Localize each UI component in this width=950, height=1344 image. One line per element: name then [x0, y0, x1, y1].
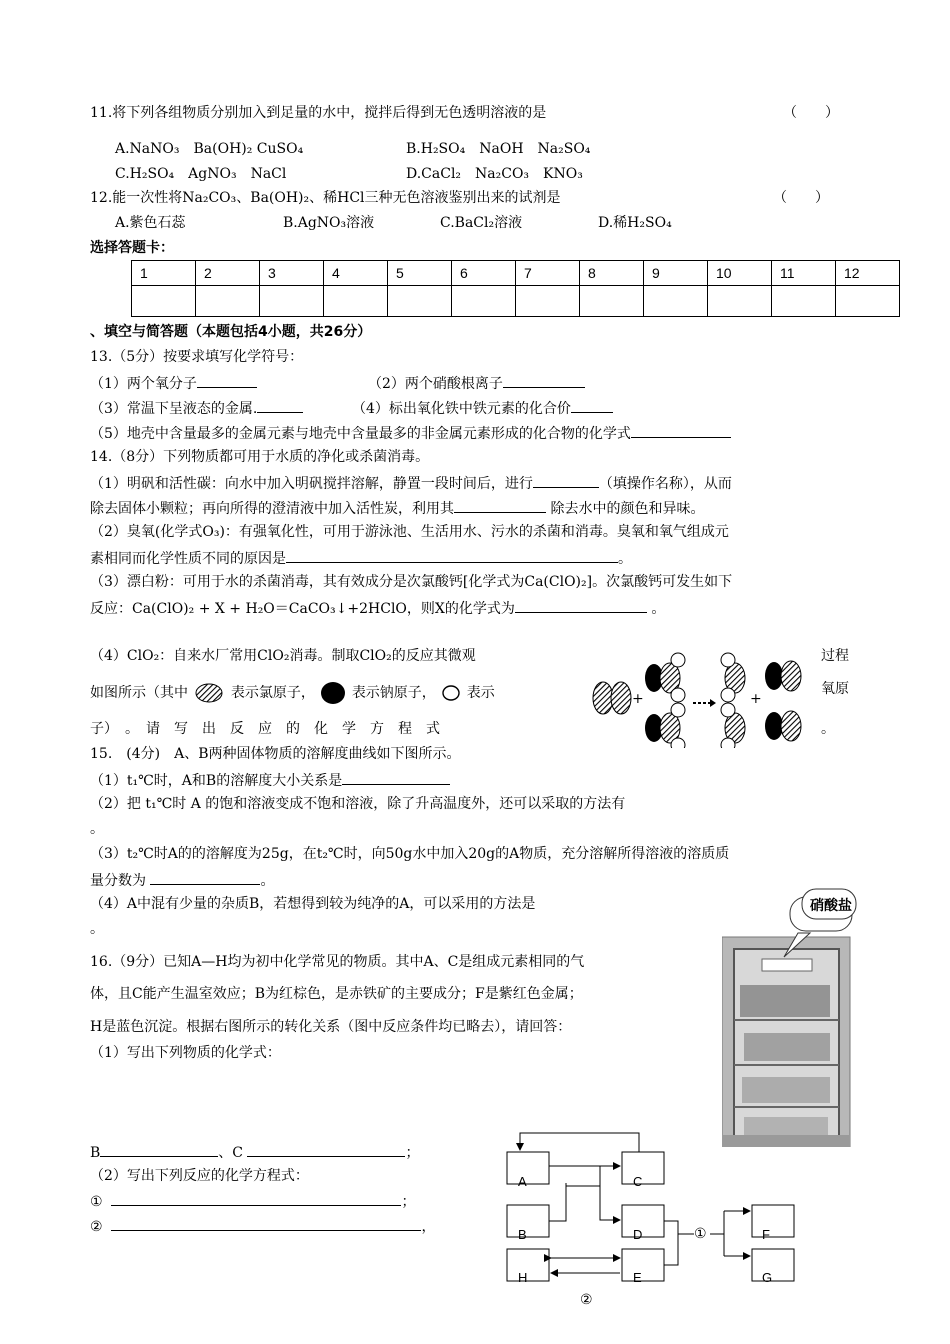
- answer-card-number: 3: [260, 261, 324, 286]
- answer-cell[interactable]: [516, 286, 580, 317]
- section2-title: 、填空与简答题（本题包括4小题，共26分）: [90, 324, 372, 340]
- answer-cell[interactable]: [580, 286, 644, 317]
- flow-reaction-mark-1: ①: [694, 1225, 707, 1241]
- q13-part2: [368, 373, 585, 393]
- flow-node-e: E: [633, 1270, 642, 1285]
- answer-card-number: 5: [388, 261, 452, 286]
- q14-line2-tail: 除去水中的颜色和异味。: [550, 501, 705, 517]
- answer-card-number: 8: [580, 261, 644, 286]
- flow-node-a: A: [518, 1174, 527, 1189]
- answer-cell[interactable]: [644, 286, 708, 317]
- q13-blank3[interactable]: [257, 398, 303, 413]
- q16-line3: H是蓝色沉淀。根据右图所示的转化关系（图中反应条件均已略去），请回答：: [90, 1019, 572, 1035]
- q16-line1: 16.（9分）已知A—H均为初中化学常见的物质。其中A、C是组成元素相同的气: [90, 954, 585, 970]
- nitrate-cabinet-photo: [722, 885, 857, 1147]
- answer-cell[interactable]: [836, 286, 900, 317]
- answer-cell[interactable]: [260, 286, 324, 317]
- flow-node-f: F: [762, 1227, 770, 1242]
- q16-blank-c[interactable]: [247, 1142, 405, 1157]
- q13-blank4[interactable]: [571, 398, 613, 413]
- flow-reaction-mark-2: ②: [580, 1291, 593, 1307]
- cabinet-label: 硝酸盐: [810, 898, 852, 914]
- q12-option-d: D.稀H₂SO₄: [598, 215, 672, 231]
- q15-part2: （2）把 t₁℃时 A 的饱和溶液变成不饱和溶液，除了升高温度外，还可以采取的方法有: [90, 796, 626, 812]
- q12-option-c: C.BaCl₂溶液: [440, 215, 523, 231]
- q14-line6: [90, 598, 665, 618]
- oxygen-atom-icon: [440, 683, 462, 703]
- q16-line6: （2）写出下列反应的化学方程式：: [90, 1168, 309, 1184]
- answer-card-number: 4: [324, 261, 388, 286]
- q11-option-a: A.NaNO₃ Ba(OH)₂ CuSO₄: [115, 141, 304, 157]
- q13-part4-text: （4）标出氧化铁中铁元素的化合价: [352, 401, 571, 417]
- q11-option-d: D.CaCl₂ Na₂CO₃ KNO₃: [406, 166, 583, 182]
- answer-cell[interactable]: [132, 286, 196, 317]
- q14-line8-d: 表示: [466, 685, 495, 701]
- q15-part2-end: 。: [90, 821, 104, 837]
- answer-card-number: 7: [516, 261, 580, 286]
- q14-blank-x-formula[interactable]: [515, 598, 647, 613]
- q15-part3-end: 。: [260, 873, 275, 889]
- q14-line5: （3）漂白粉：可用于水的杀菌消毒，其有效成分是次氯酸钙[化学式为Ca(ClO)₂]。次氯酸钙可发生如下: [90, 574, 733, 590]
- answer-cell[interactable]: [388, 286, 452, 317]
- q12-stem: 12.能一次性将Na₂CO₃、Ba(OH)₂、稀HCl三种无色溶液鉴别出来的试剂是: [90, 190, 561, 206]
- q15-part1-text: （1）t₁℃时，A和B的溶解度大小关系是: [90, 773, 343, 789]
- q16-blank-eq2[interactable]: [111, 1216, 421, 1231]
- q16-line5-end: ；: [405, 1145, 420, 1161]
- flow-node-g: G: [762, 1270, 773, 1285]
- q15-part3: （3）t₂℃时A的的溶解度为25g，在t₂℃时，向50g水中加入20g的A物质，充分溶解所得溶液的溶质质: [90, 846, 730, 862]
- q14-blank-property[interactable]: [454, 498, 546, 513]
- q13-part5-text: （5）地壳中含量最多的金属元素与地壳中含量最多的非金属元素形成的化合物的化学式: [90, 426, 631, 442]
- q13-part3-text: （3）常温下呈液态的金属.: [90, 401, 258, 417]
- answer-cell[interactable]: [708, 286, 772, 317]
- q16-line8-mark: ②: [90, 1219, 103, 1235]
- q13-part5: [90, 423, 731, 443]
- answer-card-number: 10: [708, 261, 772, 286]
- q14-line4-text: 素相同而化学性质不同的原因是: [90, 551, 286, 567]
- q14-line4-end: 。: [618, 551, 632, 567]
- answer-card-number: 1: [132, 261, 196, 286]
- answer-cell[interactable]: [452, 286, 516, 317]
- q15-blank3[interactable]: [150, 870, 260, 885]
- q16-line2: 体，且C能产生温室效应；B为红棕色，是赤铁矿的主要成分；F是紫红色金属；: [90, 986, 583, 1002]
- svg-text:+: +: [750, 691, 762, 707]
- q15-part1: [90, 770, 450, 790]
- q16-line7: [90, 1191, 415, 1211]
- q16-line5-c: 、C: [218, 1145, 244, 1161]
- q14-line2-text: 除去固体小颗粒；再向所得的澄清液中加入活性炭，利用其: [90, 501, 454, 517]
- answer-card-number: 2: [196, 261, 260, 286]
- chlorine-atom-icon: [192, 682, 226, 704]
- q14-blank-operation[interactable]: [533, 473, 599, 488]
- reaction-micro-diagram: [590, 648, 820, 748]
- q16-blank-eq1[interactable]: [111, 1191, 401, 1206]
- q13-blank2[interactable]: [503, 373, 585, 388]
- q14-line7: （4）ClO₂：自来水厂常用ClO₂消毒。制取ClO₂的反应其微观: [90, 648, 476, 664]
- q13-part4: [352, 398, 613, 418]
- q13-part1-text: （1）两个氧分子: [90, 376, 197, 392]
- flow-node-h: H: [518, 1270, 528, 1285]
- q14-line3: （2）臭氧(化学式O₃)：有强氧化性，可用于游泳池、生活用水、污水的杀菌和消毒。臭氧和氧气组成元: [90, 524, 729, 540]
- q16-line7-end: ；: [401, 1194, 416, 1210]
- q14-line8-a: 如图所示（其中: [90, 685, 188, 701]
- q14-blank-reason[interactable]: [286, 548, 618, 563]
- q14-line1: [90, 473, 732, 493]
- answer-card-table: [131, 260, 900, 317]
- answer-cell[interactable]: [324, 286, 388, 317]
- flow-node-c: C: [633, 1174, 643, 1189]
- q14-stem: 14.（8分）下列物质都可用于水质的净化或杀菌消毒。: [90, 449, 430, 465]
- q13-part2-text: （2）两个硝酸根离子: [368, 376, 503, 392]
- q11-stem: 11.将下列各组物质分别加入到足量的水中，搅拌后得到无色透明溶液的是: [90, 105, 547, 121]
- answer-card-number: 12: [836, 261, 900, 286]
- q13-part1: [90, 373, 257, 393]
- q13-blank5[interactable]: [631, 423, 731, 438]
- flow-node-b: B: [518, 1227, 527, 1242]
- q16-line8-end: ，: [421, 1219, 436, 1235]
- cabinet-illustration: [722, 885, 857, 1147]
- answer-cell[interactable]: [772, 286, 836, 317]
- q15-part3b-text: 量分数为: [90, 873, 146, 889]
- q14-line8-c: 表示钠原子，: [351, 685, 436, 701]
- q15-part3b: [90, 870, 274, 890]
- q16-line5-b: B: [90, 1145, 101, 1161]
- answer-card-number: 6: [452, 261, 516, 286]
- answer-card-number: 9: [644, 261, 708, 286]
- sodium-atom-icon: [319, 680, 347, 706]
- q11-paren: （ ）: [783, 105, 839, 121]
- q14-line6-text: 反应：Ca(ClO)₂ + X + H₂O＝CaCO₃↓+2HClO，则X的化学式为: [90, 601, 515, 617]
- q14-line8: [90, 680, 495, 706]
- q12-option-a: A.紫色石蕊: [115, 215, 186, 231]
- q13-blank1[interactable]: [197, 373, 257, 388]
- answer-card-title: 选择答题卡：: [90, 240, 174, 256]
- q14-line4: [90, 548, 632, 568]
- q14-line8-right: 氧原: [821, 681, 849, 697]
- q13-stem: 13.（5分）按要求填写化学符号：: [90, 349, 304, 365]
- q14-line9: 子） 。 请 写 出 反 应 的 化 学 方 程 式: [90, 721, 440, 737]
- q14-line9-right: 。: [821, 721, 835, 737]
- q15-stem: 15. (4分) A、B两种固体物质的溶解度曲线如下图所示。: [90, 746, 461, 762]
- answer-card-number-row: [132, 261, 900, 286]
- answer-card-answer-row: [132, 286, 900, 317]
- q15-part4-end: 。: [90, 921, 104, 937]
- q15-part4: （4）A中混有少量的杂质B，若想得到较为纯净的A，可以采用的方法是: [90, 896, 536, 912]
- q16-blank-b[interactable]: [100, 1142, 218, 1157]
- q16-line4: （1）写出下列物质的化学式：: [90, 1045, 281, 1061]
- q16-line5: [90, 1142, 419, 1162]
- q14-line7-right: 过程: [821, 648, 849, 664]
- q11-option-c: C.H₂SO₄ AgNO₃ NaCl: [115, 166, 287, 182]
- svg-text:+: +: [632, 691, 644, 707]
- answer-card-number: 11: [772, 261, 836, 286]
- q13-part3: [90, 398, 303, 418]
- q12-paren: （ ）: [773, 190, 829, 206]
- q14-line1-tail: （填操作名称），从而: [598, 476, 732, 492]
- q16-line8: [90, 1216, 435, 1236]
- q12-option-b: B.AgNO₃溶液: [283, 215, 375, 231]
- q14-line8-b: 表示氯原子，: [230, 685, 315, 701]
- answer-cell[interactable]: [196, 286, 260, 317]
- flow-node-d: D: [633, 1227, 643, 1242]
- q14-line6-end: 。: [651, 601, 666, 617]
- q16-line7-mark: ①: [90, 1194, 103, 1210]
- q14-line2: [90, 498, 704, 518]
- q15-blank1[interactable]: [342, 770, 450, 785]
- q11-option-b: B.H₂SO₄ NaOH Na₂SO₄: [406, 141, 591, 157]
- q14-line1-text: （1）明矾和活性碳：向水中加入明矾搅拌溶解，静置一段时间后，进行: [90, 476, 533, 492]
